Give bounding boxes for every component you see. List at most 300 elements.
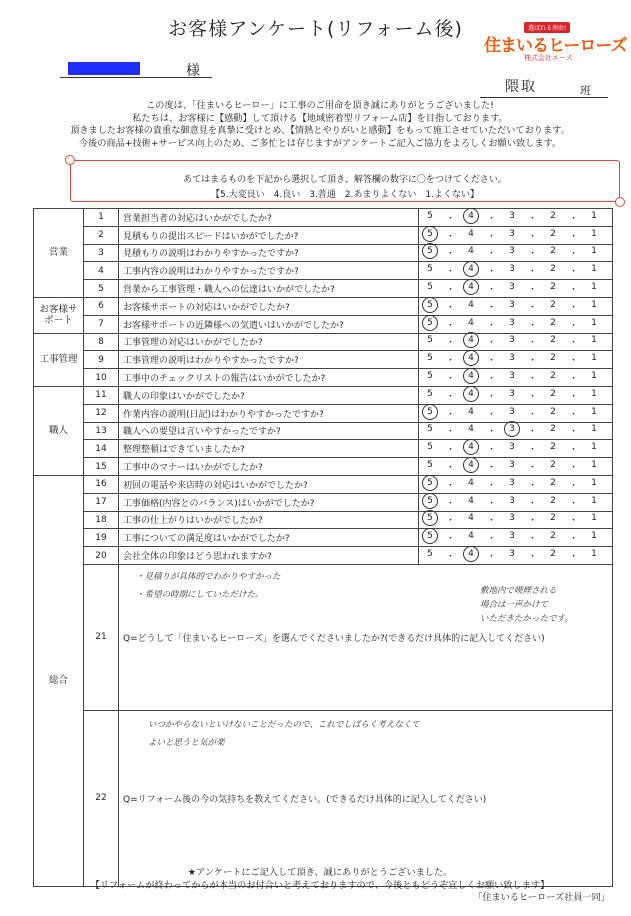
- question-row: [34, 493, 613, 511]
- rating-option-selected[interactable]: 5: [423, 513, 437, 526]
- rating-options: [419, 529, 613, 547]
- question-row: [34, 529, 613, 547]
- rating-option[interactable]: 3: [509, 388, 515, 399]
- separator: ・: [568, 445, 578, 456]
- rating-option[interactable]: 4: [468, 477, 474, 488]
- separator: ・: [568, 498, 578, 509]
- separator: ・: [568, 356, 578, 367]
- separator: ・: [568, 213, 578, 224]
- rating-option[interactable]: 1: [591, 388, 597, 399]
- rating-option[interactable]: 2: [550, 371, 556, 382]
- separator: ・: [486, 427, 496, 438]
- separator: ・: [568, 391, 578, 402]
- rating-option[interactable]: 1: [591, 246, 597, 257]
- category-overall: 総合: [34, 475, 84, 886]
- rating-option-selected[interactable]: 5: [423, 407, 437, 420]
- question-text: 工事中のマナーはいかがでしたか?: [119, 458, 419, 476]
- category-management: 工事管理: [34, 333, 84, 386]
- instructions-scale: 【5.大変良い 4.良い 3.普通 2.あまりよくない 1.よくない】: [211, 190, 479, 200]
- separator: ・: [527, 534, 537, 545]
- question-text: 工事についての満足度はいかがでしたか?: [119, 529, 419, 547]
- rating-option[interactable]: 1: [591, 460, 597, 471]
- separator: ・: [568, 463, 578, 474]
- rating-options: [419, 547, 613, 565]
- rating-options: [419, 280, 613, 298]
- rating-option[interactable]: 2: [550, 460, 556, 471]
- rating-option[interactable]: 4: [468, 495, 474, 506]
- separator: ・: [445, 249, 455, 260]
- separator: ・: [568, 231, 578, 242]
- handwritten-answer: ・見積りが具体的でわかりやすかった: [136, 572, 281, 582]
- separator: ・: [568, 552, 578, 563]
- question-number: 8: [84, 333, 119, 351]
- logo-company: 株式会社エース: [524, 54, 573, 62]
- rating-options: [419, 404, 613, 422]
- question-number: 7: [84, 315, 119, 333]
- separator: ・: [527, 356, 537, 367]
- rating-option[interactable]: 4: [468, 406, 474, 417]
- rating-option-selected[interactable]: 4: [464, 335, 478, 348]
- rating-option[interactable]: 3: [509, 299, 515, 310]
- question-row: [34, 297, 613, 315]
- rating-option[interactable]: 3: [509, 371, 515, 382]
- separator: ・: [527, 552, 537, 563]
- question-number: 22: [84, 710, 119, 886]
- free-question-prompt: Q=リフォーム後の今の気持ちを教えてください。(できるだけ具体的に記入してください): [123, 794, 487, 805]
- question-number: 9: [84, 351, 119, 369]
- separator: ・: [486, 374, 496, 385]
- rating-option[interactable]: 1: [591, 317, 597, 328]
- question-row: [34, 280, 613, 298]
- separator: ・: [527, 249, 537, 260]
- rating-option[interactable]: 2: [550, 549, 556, 560]
- logo-name: 住まいるヒーローズ: [484, 36, 627, 56]
- rating-options: [419, 440, 613, 458]
- separator: ・: [486, 391, 496, 402]
- rating-options: [419, 422, 613, 440]
- rating-option[interactable]: 1: [591, 495, 597, 506]
- question-text: 会社全体の印象はどう思われますか?: [119, 547, 419, 565]
- rating-option[interactable]: 3: [509, 442, 515, 453]
- question-text: お客様サポートの対応はいかがでしたか?: [119, 297, 419, 315]
- question-number: 15: [84, 458, 119, 476]
- separator: ・: [445, 391, 455, 402]
- question-row: [34, 440, 613, 458]
- separator: ・: [445, 213, 455, 224]
- rating-options: [419, 351, 613, 369]
- question-number: 3: [84, 244, 119, 262]
- rating-option[interactable]: 3: [509, 460, 515, 471]
- rating-option[interactable]: 2: [550, 531, 556, 542]
- rating-option[interactable]: 1: [591, 531, 597, 542]
- rating-option[interactable]: 3: [509, 513, 515, 524]
- question-text: 工事内容の説明はわかりやすかったですか?: [119, 262, 419, 280]
- rating-option-selected[interactable]: 4: [464, 549, 478, 562]
- separator: ・: [486, 534, 496, 545]
- separator: ・: [486, 302, 496, 313]
- question-number: 6: [84, 297, 119, 315]
- handwritten-note: 場合は一声かけて: [480, 600, 549, 610]
- category-support: お客様サポート: [34, 297, 84, 333]
- rating-options: [419, 333, 613, 351]
- separator: ・: [527, 231, 537, 242]
- question-row: [34, 369, 613, 387]
- separator: ・: [568, 427, 578, 438]
- question-number: 5: [84, 280, 119, 298]
- free-question-prompt: Q=どうして「住まいるヒーローズ」を選んでくださいましたか?(できるだけ具体的に記入してください): [123, 633, 545, 644]
- intro-line: 私たちは、お客様に【感動】して頂ける【地域密着型リフォーム店】を目指しております。: [132, 112, 508, 124]
- separator: ・: [486, 463, 496, 474]
- rating-options: [419, 315, 613, 333]
- rating-option[interactable]: 5: [427, 282, 433, 293]
- separator: ・: [445, 231, 455, 242]
- separator: ・: [568, 374, 578, 385]
- rating-option[interactable]: 5: [427, 210, 433, 221]
- rating-option[interactable]: 2: [550, 477, 556, 488]
- separator: ・: [527, 480, 537, 491]
- rating-option-selected[interactable]: 4: [464, 442, 478, 455]
- question-row: [34, 333, 613, 351]
- rating-option[interactable]: 1: [591, 424, 597, 435]
- question-row: [34, 315, 613, 333]
- question-number: 18: [84, 511, 119, 529]
- question-number: 10: [84, 369, 119, 387]
- rating-option[interactable]: 5: [427, 442, 433, 453]
- question-row: [34, 262, 613, 280]
- separator: ・: [445, 552, 455, 563]
- rating-option[interactable]: 4: [468, 246, 474, 257]
- rating-option-selected[interactable]: 5: [423, 300, 437, 313]
- team-label: 班: [580, 84, 591, 97]
- rating-option-selected[interactable]: 4: [464, 353, 478, 366]
- separator: ・: [527, 445, 537, 456]
- question-row: [34, 458, 613, 476]
- rating-option-selected[interactable]: 4: [464, 460, 478, 473]
- rating-option[interactable]: 1: [591, 406, 597, 417]
- question-text: 営業から工事管理・職人への伝達はいかがでしたか?: [119, 280, 419, 298]
- question-row: [34, 422, 613, 440]
- rating-option[interactable]: 1: [591, 335, 597, 346]
- question-number: 19: [84, 529, 119, 547]
- rating-option[interactable]: 4: [468, 513, 474, 524]
- question-text: 工事の仕上がりはいかがでしたか?: [119, 511, 419, 529]
- separator: ・: [445, 356, 455, 367]
- separator: ・: [445, 498, 455, 509]
- rating-option[interactable]: 1: [591, 282, 597, 293]
- separator: ・: [445, 320, 455, 331]
- question-text: 見積もりの提出スピードはいかがでしたか?: [119, 226, 419, 244]
- separator: ・: [445, 302, 455, 313]
- scroll-curl: [65, 155, 75, 165]
- separator: ・: [527, 213, 537, 224]
- separator: ・: [527, 285, 537, 296]
- separator: ・: [568, 480, 578, 491]
- separator: ・: [527, 516, 537, 527]
- separator: ・: [486, 356, 496, 367]
- rating-option[interactable]: 1: [591, 442, 597, 453]
- separator: ・: [568, 516, 578, 527]
- handwritten-answer: よいと思うと気が楽: [148, 738, 225, 748]
- rating-option[interactable]: 1: [591, 210, 597, 221]
- category-craftsman: 職人: [34, 386, 84, 475]
- question-row: [34, 351, 613, 369]
- rating-options: [419, 244, 613, 262]
- question-number: 12: [84, 404, 119, 422]
- staff-name: 隈取: [505, 79, 537, 95]
- separator: ・: [445, 409, 455, 420]
- rating-option-selected[interactable]: 5: [423, 229, 437, 242]
- rating-option[interactable]: 4: [468, 317, 474, 328]
- rating-option[interactable]: 3: [509, 317, 515, 328]
- question-row: [34, 404, 613, 422]
- question-number: 2: [84, 226, 119, 244]
- rating-options: [419, 226, 613, 244]
- question-text: 見積もりの説明はわかりやすかったですか?: [119, 244, 419, 262]
- separator: ・: [527, 409, 537, 420]
- rating-option[interactable]: 1: [591, 299, 597, 310]
- rating-option[interactable]: 2: [550, 406, 556, 417]
- rating-options: [419, 262, 613, 280]
- handwritten-note: いただきたかったです。: [480, 614, 573, 624]
- rating-option[interactable]: 3: [509, 406, 515, 417]
- rating-option-selected[interactable]: 5: [423, 531, 437, 544]
- separator: ・: [486, 516, 496, 527]
- rating-options: [419, 493, 613, 511]
- separator: ・: [445, 516, 455, 527]
- company-logo: [484, 22, 627, 64]
- separator: ・: [445, 463, 455, 474]
- rating-options: [419, 511, 613, 529]
- question-row: [34, 511, 613, 529]
- separator: ・: [527, 498, 537, 509]
- question-text: 工事価格(内容とのバランス)はいかがでしたか?: [119, 493, 419, 511]
- question-text: 工事中のチェックリストの報告はいかがでしたか?: [119, 369, 419, 387]
- rating-option[interactable]: 3: [509, 353, 515, 364]
- intro-line: 頂きましたお客様の貴重な御意見を真摯に受けとめ、【情熱とやりがいと感動】をもって施工させていただいております。: [70, 125, 570, 136]
- question-number: 13: [84, 422, 119, 440]
- question-row: [34, 226, 613, 244]
- handwritten-answer: いつかやらないといけないことだったので、これでしばらく考えなくて: [148, 720, 420, 730]
- survey-title: お客様アンケート(リフォーム後): [168, 18, 463, 40]
- question-text: 職人への要望は言いやすかったですか?: [119, 422, 419, 440]
- rating-options: [419, 297, 613, 315]
- rating-options: [419, 209, 613, 227]
- separator: ・: [486, 267, 496, 278]
- team-line: [480, 97, 608, 98]
- handwritten-answer: ・希望の時期にしていただけた。: [136, 590, 264, 600]
- rating-option-selected[interactable]: 5: [423, 246, 437, 259]
- separator: ・: [568, 302, 578, 313]
- question-number: 11: [84, 386, 119, 404]
- intro-text: [20, 100, 620, 150]
- separator: ・: [568, 409, 578, 420]
- separator: ・: [486, 409, 496, 420]
- rating-options: [419, 386, 613, 404]
- separator: ・: [527, 302, 537, 313]
- rating-option[interactable]: 3: [509, 335, 515, 346]
- question-number: 16: [84, 475, 119, 493]
- rating-option-selected[interactable]: 4: [464, 282, 478, 295]
- rating-option[interactable]: 2: [550, 210, 556, 221]
- question-number: 20: [84, 547, 119, 565]
- rating-option[interactable]: 2: [550, 442, 556, 453]
- separator: ・: [568, 320, 578, 331]
- separator: ・: [445, 267, 455, 278]
- logo-tagline: 選ばれる理由!: [524, 22, 570, 33]
- separator: ・: [527, 391, 537, 402]
- question-number: 14: [84, 440, 119, 458]
- separator: ・: [445, 427, 455, 438]
- survey-table: [33, 208, 613, 887]
- rating-option[interactable]: 2: [550, 424, 556, 435]
- rating-option-selected[interactable]: 4: [464, 371, 478, 384]
- rating-options: [419, 475, 613, 493]
- rating-option[interactable]: 1: [591, 371, 597, 382]
- handwritten-note: 敷地内で喫煙される: [480, 586, 557, 596]
- intro-line: 今後の商品+技術+サービス向上のため、ご多忙とは存じますがアンケートご記入ご協力をよろしくお願い致します。: [78, 137, 562, 149]
- separator: ・: [527, 320, 537, 331]
- question-number: 4: [84, 262, 119, 280]
- rating-option-selected[interactable]: 3: [505, 424, 519, 437]
- rating-option[interactable]: 5: [427, 388, 433, 399]
- rating-option[interactable]: 1: [591, 264, 597, 275]
- question-row: [34, 244, 613, 262]
- rating-option[interactable]: 3: [509, 531, 515, 542]
- separator: ・: [445, 338, 455, 349]
- question-text: 初回の電話や来店時の対応はいかがでしたか?: [119, 475, 419, 493]
- question-number: 17: [84, 493, 119, 511]
- separator: ・: [568, 285, 578, 296]
- intro-line: この度は、「住まいるヒーロー」に工事のご用命を頂き誠にありがとうございました!: [146, 100, 494, 111]
- rating-option[interactable]: 2: [550, 264, 556, 275]
- rating-option[interactable]: 2: [550, 513, 556, 524]
- question-text: 整理整頓はできていましたか?: [119, 440, 419, 458]
- rating-option-selected[interactable]: 4: [464, 389, 478, 402]
- rating-option-selected[interactable]: 4: [464, 211, 478, 224]
- rating-option[interactable]: 4: [468, 228, 474, 239]
- rating-option[interactable]: 2: [550, 299, 556, 310]
- separator: ・: [445, 285, 455, 296]
- footer-signature: 「住まいるヒーローズ社員一同」: [473, 892, 610, 903]
- separator: ・: [486, 249, 496, 260]
- rating-option[interactable]: 4: [468, 424, 474, 435]
- separator: ・: [445, 534, 455, 545]
- footer-thanks: ★アンケートにご記入して頂き、誠にありがとうございました。: [187, 867, 453, 878]
- rating-option[interactable]: 3: [509, 210, 515, 221]
- separator: ・: [527, 374, 537, 385]
- rating-option[interactable]: 3: [509, 495, 515, 506]
- question-number: 1: [84, 209, 119, 227]
- question-row: [34, 386, 613, 404]
- instructions-box: [70, 160, 620, 202]
- redacted-customer-name: [68, 62, 140, 75]
- question-row: [34, 475, 613, 493]
- question-row: [34, 547, 613, 565]
- rating-option-selected[interactable]: 5: [423, 478, 437, 491]
- separator: ・: [445, 374, 455, 385]
- rating-option[interactable]: 1: [591, 228, 597, 239]
- instructions-line: あてはまるものを下記から選択して頂き、解答欄の数字に〇をつけてください。: [183, 175, 507, 185]
- separator: ・: [486, 498, 496, 509]
- rating-option[interactable]: 5: [427, 424, 433, 435]
- separator: ・: [486, 320, 496, 331]
- question-text: 工事管理の説明はわかりやすかったですか?: [119, 351, 419, 369]
- question-number: 21: [84, 564, 119, 710]
- separator: ・: [527, 427, 537, 438]
- rating-option[interactable]: 5: [427, 549, 433, 560]
- separator: ・: [568, 267, 578, 278]
- rating-option[interactable]: 3: [509, 264, 515, 275]
- rating-option-selected[interactable]: 5: [423, 318, 437, 331]
- separator: ・: [527, 267, 537, 278]
- separator: ・: [486, 285, 496, 296]
- separator: ・: [486, 338, 496, 349]
- rating-option[interactable]: 2: [550, 388, 556, 399]
- rating-option[interactable]: 2: [550, 495, 556, 506]
- separator: ・: [568, 338, 578, 349]
- free-question-row: [34, 710, 613, 886]
- footer: [20, 867, 620, 905]
- rating-option[interactable]: 4: [468, 299, 474, 310]
- rating-option[interactable]: 5: [427, 371, 433, 382]
- rating-option[interactable]: 2: [550, 246, 556, 257]
- question-text: 工事管理の対応はいかがでしたか?: [119, 333, 419, 351]
- rating-option[interactable]: 3: [509, 282, 515, 293]
- separator: ・: [568, 249, 578, 260]
- rating-option[interactable]: 2: [550, 282, 556, 293]
- rating-option[interactable]: 5: [427, 353, 433, 364]
- question-row: [34, 209, 613, 227]
- separator: ・: [486, 552, 496, 563]
- question-text: 職人の印象はいかがでしたか?: [119, 386, 419, 404]
- rating-options: [419, 458, 613, 476]
- rating-option[interactable]: 3: [509, 246, 515, 257]
- separator: ・: [527, 463, 537, 474]
- rating-option[interactable]: 3: [509, 228, 515, 239]
- customer-honorific: 様: [186, 63, 200, 79]
- separator: ・: [568, 534, 578, 545]
- rating-options: [419, 369, 613, 387]
- question-text: 営業担当者の対応はいかがでしたか?: [119, 209, 419, 227]
- rating-option[interactable]: 3: [509, 477, 515, 488]
- rating-option-selected[interactable]: 4: [464, 264, 478, 277]
- separator: ・: [486, 213, 496, 224]
- rating-option[interactable]: 1: [591, 353, 597, 364]
- rating-option[interactable]: 5: [427, 460, 433, 471]
- rating-option[interactable]: 2: [550, 353, 556, 364]
- rating-option[interactable]: 5: [427, 335, 433, 346]
- separator: ・: [486, 445, 496, 456]
- rating-option[interactable]: 2: [550, 317, 556, 328]
- rating-option[interactable]: 1: [591, 549, 597, 560]
- separator: ・: [445, 445, 455, 456]
- footer-message: 【リフォームが終わってからが本当のお付合いと考えておりますので、今後ともどうぞ宜しくお願い致します】: [90, 879, 550, 891]
- separator: ・: [486, 480, 496, 491]
- rating-option-selected[interactable]: 5: [423, 496, 437, 509]
- separator: ・: [527, 338, 537, 349]
- question-text: 作業内容の説明(日記)はわかりやすかったですか?: [119, 404, 419, 422]
- rating-option[interactable]: 5: [427, 264, 433, 275]
- rating-option[interactable]: 2: [550, 228, 556, 239]
- rating-option[interactable]: 1: [591, 477, 597, 488]
- rating-option[interactable]: 4: [468, 531, 474, 542]
- rating-option[interactable]: 3: [509, 549, 515, 560]
- category-sales: 営業: [34, 209, 84, 298]
- separator: ・: [445, 480, 455, 491]
- rating-option[interactable]: 2: [550, 335, 556, 346]
- separator: ・: [486, 231, 496, 242]
- rating-option[interactable]: 1: [591, 513, 597, 524]
